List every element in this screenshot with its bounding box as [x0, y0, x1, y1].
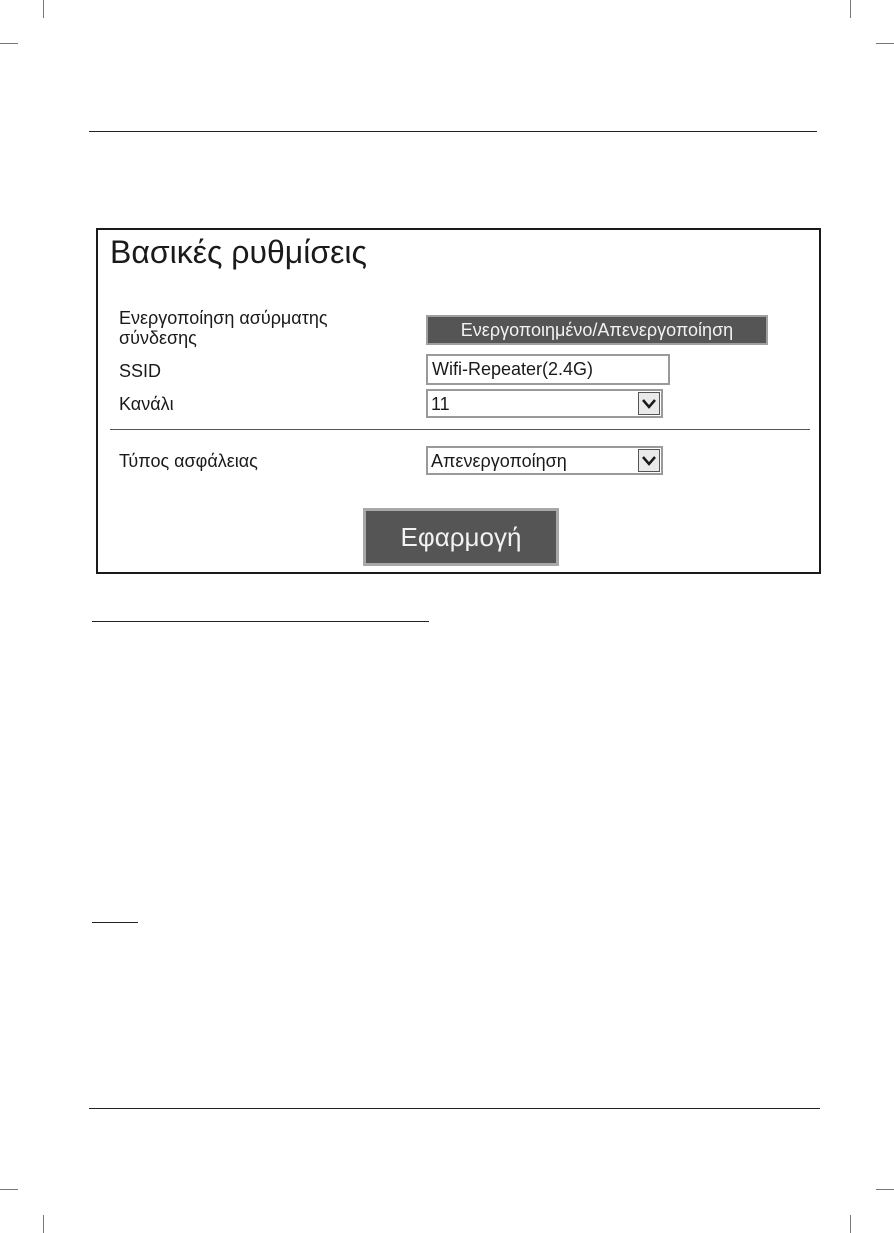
section-underline: [92, 621, 429, 622]
header-rule: [89, 131, 817, 132]
section-divider: [110, 429, 810, 430]
ssid-input[interactable]: [426, 354, 670, 385]
wireless-enable-label-line2: σύνδεσης: [119, 328, 197, 348]
note-underline: [92, 922, 138, 923]
wireless-enable-label: [119, 308, 328, 348]
chevron-down-icon[interactable]: [638, 449, 660, 472]
apply-button[interactable]: Εφαρμογή: [363, 508, 559, 566]
channel-label: Κανάλι: [119, 394, 174, 414]
crop-mark: [0, 1189, 18, 1190]
security-type-select[interactable]: [426, 446, 663, 475]
channel-select[interactable]: [426, 389, 663, 418]
crop-mark: [0, 43, 18, 44]
wireless-toggle-button[interactable]: Ενεργοποιημένο/Απενεργοποίηση: [426, 315, 768, 345]
crop-mark: [876, 1189, 894, 1190]
panel-title: Βασικές ρυθμίσεις: [110, 234, 367, 270]
channel-select-value: 11: [431, 394, 450, 414]
footer-rule: [89, 1108, 820, 1109]
ssid-label: SSID: [119, 361, 162, 381]
crop-mark: [876, 43, 894, 44]
security-type-select-value: Απενεργοποίηση: [431, 451, 567, 471]
crop-mark: [850, 0, 851, 18]
crop-mark: [43, 1215, 44, 1233]
security-type-label: Τύπος ασφάλειας: [119, 451, 258, 471]
wireless-enable-label-line1: Ενεργοποίηση ασύρματης: [119, 308, 328, 328]
crop-mark: [43, 0, 44, 18]
basic-settings-panel: [96, 228, 821, 574]
chevron-down-icon[interactable]: [638, 392, 660, 415]
crop-mark: [850, 1215, 851, 1233]
